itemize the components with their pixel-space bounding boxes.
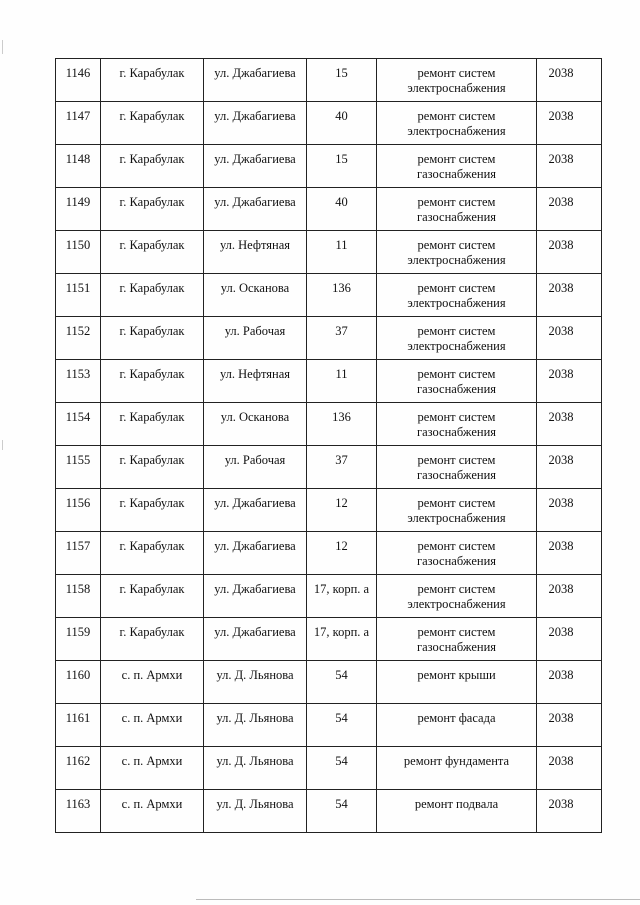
settlement-cell [101,145,204,188]
table-row [56,704,602,747]
street-cell [204,790,307,833]
settlement-text: г. Карабулак [119,582,185,596]
work-type-text: ремонт подвала [414,797,499,811]
house-number-cell [307,790,377,833]
table-row [56,188,602,231]
house-number-text: 11 [335,238,348,252]
year-text: 2038 [548,582,574,596]
settlement-cell [101,360,204,403]
row-number-text: 1155 [65,453,91,467]
row-number-text: 1156 [65,496,91,510]
table-row [56,661,602,704]
year-cell [537,231,602,274]
settlement-text: г. Карабулак [119,195,185,209]
street-text: ул. Д. Льянова [216,754,294,768]
settlement-cell [101,231,204,274]
table-row [56,790,602,833]
street-cell [204,618,307,661]
settlement-cell [101,102,204,145]
year-cell [537,274,602,317]
street-cell [204,532,307,575]
house-number-cell [307,403,377,446]
house-number-text: 12 [335,496,348,510]
settlement-cell [101,704,204,747]
settlement-cell [101,489,204,532]
street-cell [204,231,307,274]
house-number-cell [307,59,377,102]
settlement-cell [101,747,204,790]
street-cell [204,403,307,446]
house-number-cell [307,747,377,790]
house-number-cell [307,532,377,575]
table-row [56,317,602,360]
street-text: ул. Рабочая [224,324,286,338]
table-row [56,59,602,102]
street-cell [204,188,307,231]
row-number-text: 1146 [65,66,91,80]
year-text: 2038 [548,238,574,252]
settlement-cell [101,403,204,446]
house-number-text: 11 [335,367,348,381]
house-number-cell [307,618,377,661]
work-type-cell [377,661,537,704]
row-number-text: 1154 [65,410,91,424]
street-text: ул. Джабагиева [214,195,296,209]
street-text: ул. Джабагиева [214,625,296,639]
house-number-text: 136 [332,410,351,424]
house-number-cell [307,661,377,704]
row-number-text: 1149 [65,195,91,209]
settlement-text: с. п. Армхи [121,754,183,768]
year-text: 2038 [548,152,574,166]
work-type-text: ремонт фасада [417,711,496,725]
street-cell [204,59,307,102]
row-number-cell [56,231,101,274]
settlement-cell [101,618,204,661]
table-body [56,59,602,833]
year-cell [537,790,602,833]
settlement-cell [101,59,204,102]
house-number-text: 40 [335,195,348,209]
work-type-text: ремонт систем газоснабжения [416,195,497,224]
settlement-text: с. п. Армхи [121,711,183,725]
row-number-cell [56,532,101,575]
row-number-cell [56,489,101,532]
work-type-text: ремонт систем электроснабжения [407,281,506,310]
work-type-cell [377,231,537,274]
work-type-cell [377,747,537,790]
work-type-cell [377,403,537,446]
work-type-text: ремонт крыши [417,668,496,682]
street-cell [204,661,307,704]
work-type-cell [377,446,537,489]
work-type-text: ремонт систем газоснабжения [416,453,497,482]
year-text: 2038 [548,281,574,295]
work-type-cell [377,274,537,317]
work-type-text: ремонт систем электроснабжения [407,66,506,95]
row-number-cell [56,59,101,102]
year-cell [537,575,602,618]
street-cell [204,145,307,188]
scan-edge-line [196,899,640,900]
year-text: 2038 [548,195,574,209]
street-text: ул. Джабагиева [214,539,296,553]
year-text: 2038 [548,109,574,123]
settlement-text: г. Карабулак [119,324,185,338]
row-number-text: 1152 [65,324,91,338]
house-number-text: 15 [335,152,348,166]
house-number-text: 54 [335,797,348,811]
settlement-cell [101,188,204,231]
house-number-text: 17, корп. а [313,582,370,596]
street-cell [204,274,307,317]
work-type-cell [377,102,537,145]
work-type-cell [377,704,537,747]
house-number-cell [307,575,377,618]
work-type-cell [377,59,537,102]
street-text: ул. Д. Льянова [216,797,294,811]
row-number-text: 1161 [65,711,91,725]
street-text: ул. Осканова [220,281,290,295]
work-type-cell [377,618,537,661]
house-number-cell [307,102,377,145]
year-cell [537,532,602,575]
row-number-cell [56,704,101,747]
work-type-cell [377,575,537,618]
house-number-text: 15 [335,66,348,80]
work-type-text: ремонт систем газоснабжения [416,625,497,654]
settlement-text: г. Карабулак [119,496,185,510]
house-number-text: 54 [335,668,348,682]
row-number-cell [56,188,101,231]
row-number-text: 1162 [65,754,91,768]
street-cell [204,704,307,747]
year-text: 2038 [548,66,574,80]
settlement-text: г. Карабулак [119,109,185,123]
house-number-text: 54 [335,711,348,725]
street-text: ул. Джабагиева [214,496,296,510]
table-row [56,360,602,403]
house-number-cell [307,145,377,188]
settlement-text: г. Карабулак [119,66,185,80]
house-number-text: 12 [335,539,348,553]
house-number-cell [307,360,377,403]
year-cell [537,403,602,446]
row-number-cell [56,575,101,618]
row-number-cell [56,145,101,188]
settlement-text: г. Карабулак [119,281,185,295]
street-text: ул. Д. Льянова [216,711,294,725]
scan-edge-mark [2,40,3,54]
row-number-cell [56,790,101,833]
year-cell [537,188,602,231]
work-type-cell [377,489,537,532]
row-number-cell [56,403,101,446]
year-text: 2038 [548,453,574,467]
house-number-text: 37 [335,453,348,467]
street-text: ул. Нефтяная [219,367,291,381]
house-number-text: 136 [332,281,351,295]
work-type-text: ремонт систем газоснабжения [416,152,497,181]
work-type-text: ремонт систем газоснабжения [416,539,497,568]
street-cell [204,446,307,489]
year-cell [537,102,602,145]
table-row [56,532,602,575]
work-type-text: ремонт систем электроснабжения [407,324,506,353]
street-cell [204,747,307,790]
work-type-text: ремонт систем газоснабжения [416,410,497,439]
row-number-text: 1153 [65,367,91,381]
row-number-text: 1151 [65,281,91,295]
settlement-cell [101,532,204,575]
settlement-cell [101,575,204,618]
row-number-cell [56,360,101,403]
row-number-text: 1163 [65,797,91,811]
house-number-text: 37 [335,324,348,338]
row-number-text: 1157 [65,539,91,553]
house-number-text: 40 [335,109,348,123]
year-text: 2038 [548,367,574,381]
table-row [56,575,602,618]
house-number-cell [307,231,377,274]
year-text: 2038 [548,625,574,639]
settlement-text: г. Карабулак [119,410,185,424]
row-number-text: 1159 [65,625,91,639]
settlement-text: г. Карабулак [119,625,185,639]
work-type-cell [377,317,537,360]
year-cell [537,317,602,360]
scan-edge-mark [2,440,3,450]
year-text: 2038 [548,324,574,338]
year-cell [537,704,602,747]
year-cell [537,446,602,489]
row-number-cell [56,661,101,704]
year-cell [537,145,602,188]
street-cell [204,575,307,618]
row-number-text: 1150 [65,238,91,252]
work-type-cell [377,532,537,575]
row-number-cell [56,274,101,317]
work-type-text: ремонт систем электроснабжения [407,238,506,267]
row-number-text: 1158 [65,582,91,596]
row-number-cell [56,446,101,489]
table-row [56,403,602,446]
settlement-text: с. п. Армхи [121,797,183,811]
row-number-cell [56,102,101,145]
house-number-text: 54 [335,754,348,768]
year-text: 2038 [548,410,574,424]
table-row [56,747,602,790]
settlement-cell [101,317,204,360]
street-cell [204,360,307,403]
table-row [56,274,602,317]
year-text: 2038 [548,539,574,553]
row-number-cell [56,747,101,790]
house-number-cell [307,188,377,231]
work-type-cell [377,188,537,231]
work-type-text: ремонт фундамента [403,754,510,768]
work-type-text: ремонт систем газоснабжения [416,367,497,396]
repair-schedule-table [55,58,602,833]
street-text: ул. Д. Льянова [216,668,294,682]
year-text: 2038 [548,496,574,510]
row-number-cell [56,618,101,661]
street-cell [204,489,307,532]
table-row [56,446,602,489]
work-type-cell [377,145,537,188]
row-number-text: 1148 [65,152,91,166]
settlement-text: г. Карабулак [119,453,185,467]
row-number-text: 1160 [65,668,91,682]
settlement-text: г. Карабулак [119,539,185,553]
street-text: ул. Джабагиева [214,109,296,123]
table-row [56,145,602,188]
street-text: ул. Джабагиева [214,152,296,166]
year-text: 2038 [548,668,574,682]
work-type-text: ремонт систем электроснабжения [407,582,506,611]
house-number-text: 17, корп. а [313,625,370,639]
settlement-text: с. п. Армхи [121,668,183,682]
settlement-cell [101,661,204,704]
work-type-text: ремонт систем электроснабжения [407,496,506,525]
row-number-text: 1147 [65,109,91,123]
work-type-cell [377,360,537,403]
year-cell [537,747,602,790]
year-cell [537,661,602,704]
year-cell [537,360,602,403]
row-number-cell [56,317,101,360]
street-cell [204,317,307,360]
table-row [56,231,602,274]
settlement-text: г. Карабулак [119,367,185,381]
settlement-text: г. Карабулак [119,152,185,166]
street-text: ул. Рабочая [224,453,286,467]
house-number-cell [307,317,377,360]
settlement-cell [101,446,204,489]
year-text: 2038 [548,797,574,811]
house-number-cell [307,704,377,747]
year-cell [537,59,602,102]
work-type-cell [377,790,537,833]
street-cell [204,102,307,145]
year-cell [537,618,602,661]
work-type-text: ремонт систем электроснабжения [407,109,506,138]
street-text: ул. Осканова [220,410,290,424]
year-text: 2038 [548,754,574,768]
street-text: ул. Нефтяная [219,238,291,252]
year-text: 2038 [548,711,574,725]
table-row [56,102,602,145]
table-row [56,489,602,532]
settlement-text: г. Карабулак [119,238,185,252]
settlement-cell [101,274,204,317]
house-number-cell [307,446,377,489]
house-number-cell [307,274,377,317]
street-text: ул. Джабагиева [214,66,296,80]
table-row [56,618,602,661]
house-number-cell [307,489,377,532]
settlement-cell [101,790,204,833]
street-text: ул. Джабагиева [214,582,296,596]
year-cell [537,489,602,532]
